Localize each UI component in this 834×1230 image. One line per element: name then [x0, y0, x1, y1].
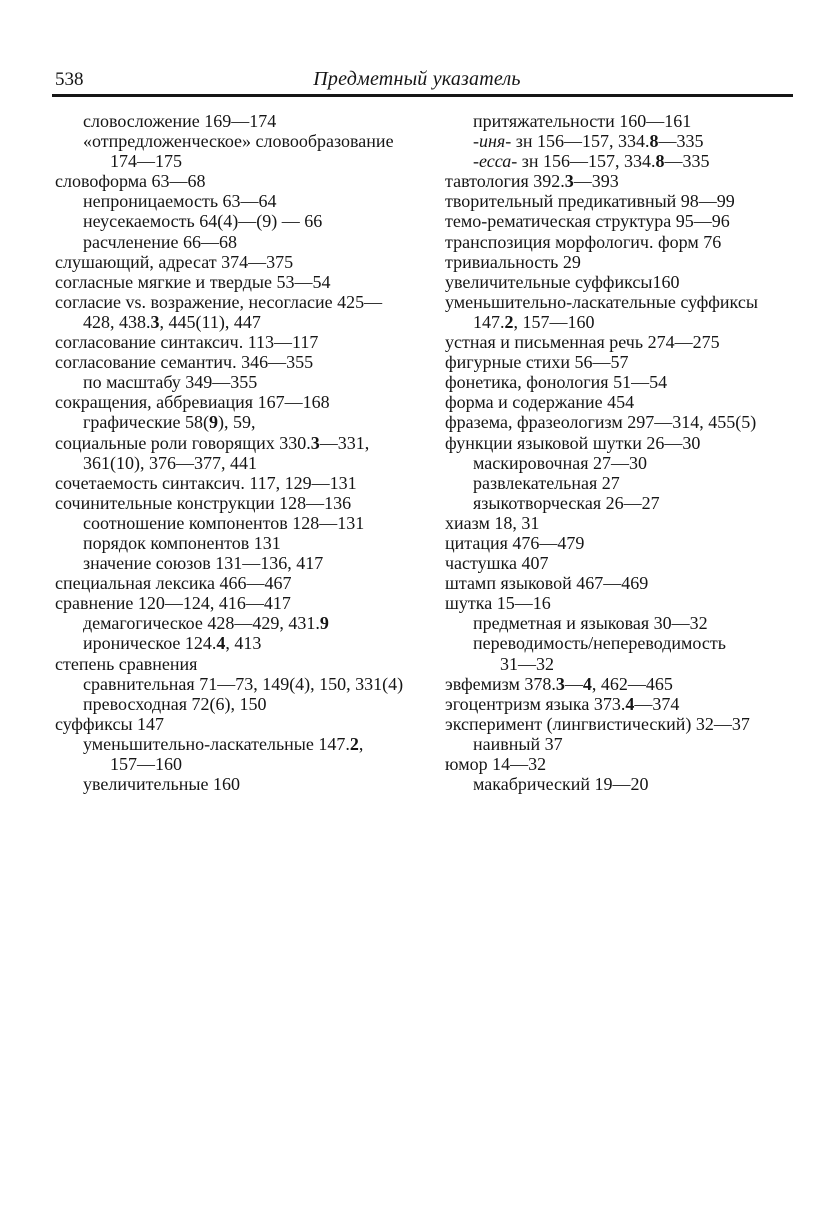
index-entry-line [55, 252, 437, 272]
entry-text: — [564, 673, 583, 694]
entry-text: , 157—160 [513, 311, 595, 332]
index-entry-line [445, 553, 831, 573]
index-entry-line [445, 754, 831, 774]
index-entry-line [55, 593, 437, 613]
index-entry-line [55, 412, 437, 432]
index-entry-line [55, 774, 437, 794]
entry-text: 361(10), 376—377, 441 [83, 452, 257, 473]
entry-text: «отпредложенческое» словообразование [83, 131, 394, 152]
index-entry-line [55, 694, 437, 714]
entry-text: —335 [658, 131, 704, 152]
index-entry-line [55, 111, 437, 131]
entry-text: 147. [473, 311, 505, 332]
index-entry-line [55, 734, 437, 754]
index-entry-line [55, 171, 437, 191]
entry-text: хиазм 18, 31 [445, 512, 540, 533]
index-entry-line [55, 372, 437, 392]
index-entry-line [445, 493, 831, 513]
index-entry-line [445, 332, 831, 352]
index-entry-line [55, 312, 437, 332]
italic-term: -иня- [473, 131, 512, 152]
index-entry-line [445, 272, 831, 292]
entry-text: словоформа 63—68 [55, 171, 206, 192]
italic-term: -есса- [473, 151, 518, 172]
entry-text: , 445(11), 447 [159, 311, 261, 332]
bold-ref-number: 2 [504, 311, 514, 332]
index-entry-line [445, 694, 831, 714]
index-entry-line [445, 573, 831, 593]
entry-text: графические 58( [83, 412, 210, 433]
index-entry-line [55, 573, 437, 593]
entry-text: согласование семантич. 346—355 [55, 352, 314, 373]
bold-ref-number: 2 [349, 733, 359, 754]
entry-text: увеличительные 160 [83, 774, 240, 795]
entry-text: —335 [664, 151, 710, 172]
entry-text: притяжательности 160—161 [473, 111, 692, 131]
index-entry-line [55, 654, 437, 674]
entry-text: , [358, 733, 364, 754]
entry-text: языкотворческая 26—27 [473, 492, 660, 513]
index-entry-line [445, 533, 831, 553]
entry-text: , 413 [225, 633, 262, 654]
entry-text: эвфемизм 378. [445, 673, 556, 694]
index-entry-line [55, 473, 437, 493]
entry-text: значение союзов 131—136, 417 [83, 553, 324, 574]
entry-text: наивный 37 [473, 733, 563, 754]
bold-ref-number: 8 [655, 151, 665, 172]
index-entry-line [55, 533, 437, 553]
index-entry-line [445, 292, 831, 312]
entry-text: уменьшительно-ласкательные суффиксы [445, 291, 758, 312]
bold-ref-number: 3 [555, 673, 565, 694]
index-entry-line [445, 171, 831, 191]
entry-text: социальные роли говорящих 330. [55, 432, 311, 453]
entry-text: —374 [634, 693, 680, 714]
index-entry-line [55, 453, 437, 473]
entry-text: сокращения, аббревиация 167—168 [55, 392, 330, 413]
index-entry-line [55, 754, 437, 774]
entry-text: —393 [573, 171, 619, 192]
index-entry-line [445, 392, 831, 412]
entry-text: юмор 14—32 [445, 754, 547, 774]
page-number: 538 [55, 69, 84, 90]
entry-text: фонетика, фонология 51—54 [445, 372, 668, 393]
entry-text: ), 59, [218, 412, 256, 433]
entry-text: цитация 476—479 [445, 532, 585, 553]
index-entry-line [445, 513, 831, 533]
entry-text: штамп языковой 467—469 [445, 573, 649, 594]
entry-text: демагогическое 428—429, 431. [83, 613, 320, 634]
index-entry-line [55, 332, 437, 352]
entry-text: темо-рематическая структура 95—96 [445, 211, 730, 232]
index-entry-line [55, 392, 437, 412]
entry-text: уменьшительно-ласкательные 147. [83, 733, 350, 754]
entry-text: , 462—465 [591, 673, 673, 694]
index-entry-line [445, 613, 831, 633]
entry-text: расчленение 66—68 [83, 231, 238, 252]
header-rule [52, 94, 793, 97]
bold-ref-number: 3 [150, 311, 160, 332]
running-header-title: Предметный указатель [313, 68, 521, 90]
bold-ref-number: 9 [209, 412, 219, 433]
index-entry-line [445, 372, 831, 392]
entry-text: порядок компонентов 131 [83, 532, 281, 553]
entry-text: 157—160 [110, 754, 182, 774]
entry-text: сравнение 120—124, 416—417 [55, 593, 291, 614]
bold-ref-number: 3 [564, 171, 574, 192]
index-entry-line [445, 473, 831, 493]
index-entry-line [55, 131, 437, 151]
entry-text: 31—32 [500, 653, 554, 674]
entry-text: соотношение компонентов 128—131 [83, 512, 365, 533]
entry-text: тривиальность 29 [445, 251, 581, 272]
entry-text: сочетаемость синтаксич. 117, 129—131 [55, 472, 357, 493]
entry-text: фигурные стихи 56—57 [445, 352, 629, 373]
index-entry-line [445, 312, 831, 332]
entry-text: —331, [319, 432, 370, 453]
entry-text: превосходная 72(6), 150 [83, 693, 267, 714]
entry-text: увеличительные суффиксы160 [445, 271, 680, 292]
entry-text: слушающий, адресат 374—375 [55, 251, 294, 272]
entry-text: транспозиция морфологич. форм 76 [445, 231, 722, 252]
index-entry-line [445, 252, 831, 272]
entry-text: сравнительная 71—73, 149(4), 150, 331(4) [83, 673, 404, 694]
index-column-left [55, 111, 437, 794]
index-entry-line [55, 613, 437, 633]
entry-text: эксперимент (лингвистический) 32—37 [445, 713, 750, 734]
index-entry-line [445, 211, 831, 231]
entry-text: непроницаемость 63—64 [83, 191, 277, 212]
index-entry-line [445, 593, 831, 613]
entry-text: зн 156—157, 334. [511, 131, 650, 152]
index-entry-line [55, 553, 437, 573]
bold-ref-number: 3 [310, 432, 320, 453]
entry-text: ироническое 124. [83, 633, 217, 654]
index-entry-line [445, 674, 831, 694]
entry-text: частушка 407 [445, 553, 549, 574]
entry-text: сочинительные конструкции 128—136 [55, 492, 352, 513]
index-entry-line [55, 714, 437, 734]
index-entry-line [445, 131, 831, 151]
index-entry-line [445, 151, 831, 171]
entry-text: словосложение 169—174 [83, 111, 277, 131]
entry-text: форма и содержание 454 [445, 392, 635, 413]
index-entry-line [445, 232, 831, 252]
entry-text: тавтология 392. [445, 171, 565, 192]
entry-text: 174—175 [110, 151, 182, 172]
entry-text: согласование синтаксич. 113—117 [55, 332, 319, 353]
index-entry-line [55, 633, 437, 653]
index-entry-line [55, 674, 437, 694]
entry-text: творительный предикативный 98—99 [445, 191, 735, 212]
entry-text: устная и письменная речь 274—275 [445, 332, 720, 353]
index-entry-line [55, 433, 437, 453]
entry-text: по масштабу 349—355 [83, 372, 258, 393]
index-entry-line [445, 412, 831, 432]
entry-text: маскировочная 27—30 [473, 452, 647, 473]
entry-text: шутка 15—16 [445, 593, 551, 614]
index-entry-line [445, 191, 831, 211]
index-entry-line [55, 151, 437, 171]
index-entry-line [445, 352, 831, 372]
entry-text: неусекаемость 64(4)—(9) — 66 [83, 211, 323, 232]
entry-text: предметная и языковая 30—32 [473, 613, 708, 634]
entry-text: согласные мягкие и твердые 53—54 [55, 271, 331, 292]
index-entry-line [55, 352, 437, 372]
index-entry-line [55, 232, 437, 252]
bold-ref-number: 4 [625, 693, 635, 714]
entry-text: фразема, фразеологизм 297—314, 455(5) [445, 412, 757, 433]
index-entry-line [55, 211, 437, 231]
index-entry-line [445, 734, 831, 754]
index-entry-line [445, 654, 831, 674]
index-entry-line [445, 714, 831, 734]
index-entry-line [55, 493, 437, 513]
index-entry-line [445, 633, 831, 653]
entry-text: развлекательная 27 [473, 472, 620, 493]
bold-ref-number: 9 [319, 613, 329, 634]
entry-text: функции языковой шутки 26—30 [445, 432, 701, 453]
entry-text: эгоцентризм языка 373. [445, 693, 626, 714]
entry-text: зн 156—157, 334. [517, 151, 656, 172]
entry-text: согласие vs. возражение, несогласие 425— [55, 291, 383, 312]
index-entry-line [445, 453, 831, 473]
entry-text: специальная лексика 466—467 [55, 573, 292, 594]
bold-ref-number: 4 [582, 673, 592, 694]
index-entry-line [445, 111, 831, 131]
index-entry-line [55, 272, 437, 292]
entry-text: суффиксы 147 [55, 713, 165, 734]
entry-text: переводимость/непереводимость [473, 633, 726, 654]
entry-text: степень сравнения [55, 653, 198, 674]
bold-ref-number: 4 [216, 633, 226, 654]
index-entry-line [55, 513, 437, 533]
index-column-right [445, 111, 831, 794]
index-entry-line [445, 774, 831, 794]
index-entry-line [55, 292, 437, 312]
entry-text: 428, 438. [83, 311, 151, 332]
entry-text: макабрический 19—20 [473, 774, 649, 795]
index-entry-line [445, 433, 831, 453]
index-entry-line [55, 191, 437, 211]
bold-ref-number: 8 [649, 131, 659, 152]
